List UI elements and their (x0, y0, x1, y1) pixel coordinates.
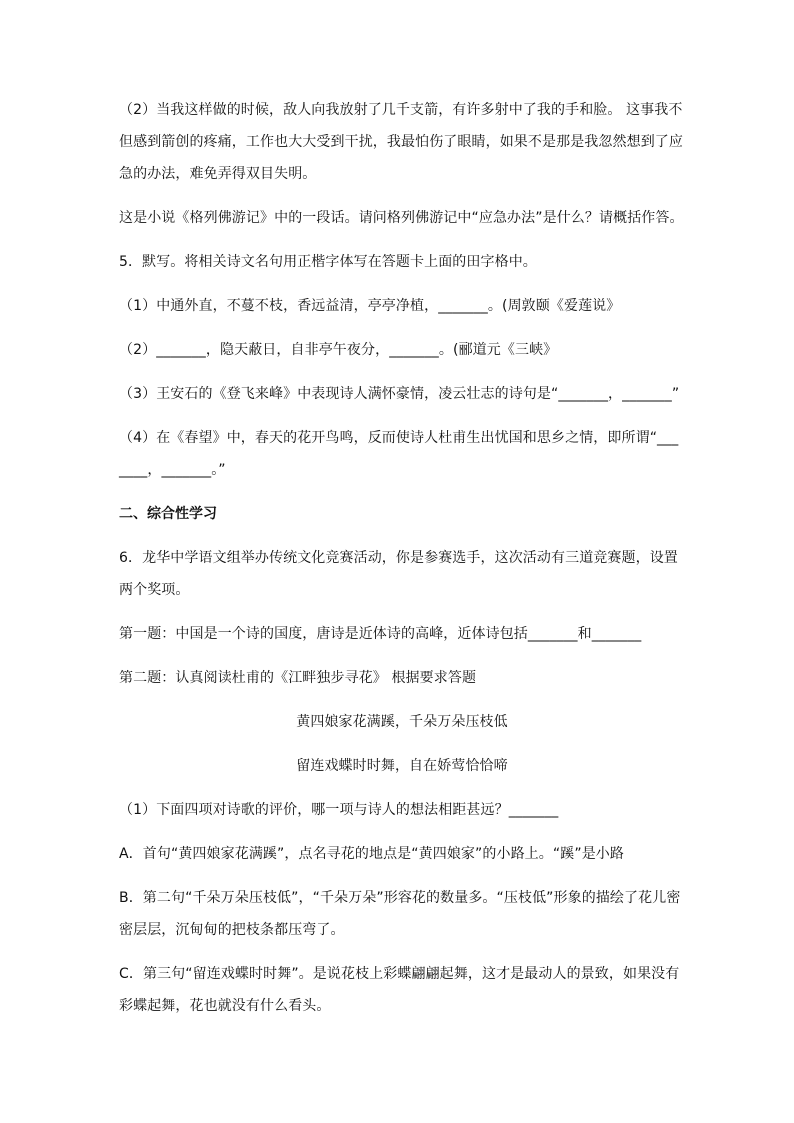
question-6-part-2: 第二题：认真阅读杜甫的《江畔独步寻花》 根据要求答题 (119, 670, 477, 686)
option-b: B．第二句“千朵万朵压枝低”，“千朵万朵”形容花的数量多。“压枝低”形象的描绘了花儿密密层层，沉甸甸的把枝条都压弯了。 (119, 890, 681, 938)
question-5-item-2: （2）_______，隐天蔽日，自非亭午夜分，_______。(郦道元《三峡》 (119, 342, 558, 358)
question-6-intro: 6．龙华中学语文组举办传统文化竞赛活动，你是参赛选手，这次活动有三道竞赛题，设置两个奖项。 (119, 550, 678, 598)
section-heading: 二、综合性学习 (119, 506, 217, 522)
poem-question-1: （1）下面四项对诗歌的评价，哪一项与诗人的想法相距甚远？_______ (119, 802, 559, 818)
document-body (119, 94, 685, 1034)
question-5-item-3: （3）王安石的《登飞来峰》中表现诗人满怀豪情，凌云壮志的诗句是“_______，_______” (119, 386, 680, 402)
option-c: C．第三句“留连戏蝶时时舞”。是说花枝上彩蝶翩翩起舞，这才是最动人的景致，如果没有彩蝶起舞，花也就没有什么看头。 (119, 966, 680, 1014)
question-6-part-1: 第一题：中国是一个诗的国度，唐诗是近体诗的高峰，近体诗包括_______和_______ (119, 626, 642, 642)
poem-line-1: 黄四娘家花满蹊，千朵万朵压枝低 (296, 714, 508, 730)
passage-gulliver-quote: （2）当我这样做的时候，敌人向我放射了几千支箭，有许多射中了我的手和脸。 这事我不但感到箭创的疼痛，工作也大大受到干扰，我最怕伤了眼睛，如果不是那是我忽然想到了应急的办法，难免弄得双目失明。 (119, 102, 683, 182)
option-a: A．首句“黄四娘家花满蹊”，点名寻花的地点是“黄四娘家”的小路上。“蹊”是小路 (119, 846, 624, 862)
question-5-item-4: （4）在《春望》中，春天的花开鸟鸣，反而使诗人杜甫生出忧国和思乡之情，即所谓“_______，_______。” (119, 430, 679, 478)
question-5-item-1: （1）中通外直，不蔓不枝，香远益清，亭亭净植，_______。(周敦颐《爱莲说》 (119, 298, 621, 314)
question-gulliver: 这是小说《格列佛游记》中的一段话。请问格列佛游记中“应急办法”是什么？请概括作答。 (119, 210, 684, 226)
question-5-title: 5．默写。将相关诗文名句用正楷字体写在答题卡上面的田字格中。 (119, 254, 537, 270)
poem-line-2: 留连戏蝶时时舞，自在娇莺恰恰啼 (296, 758, 508, 774)
